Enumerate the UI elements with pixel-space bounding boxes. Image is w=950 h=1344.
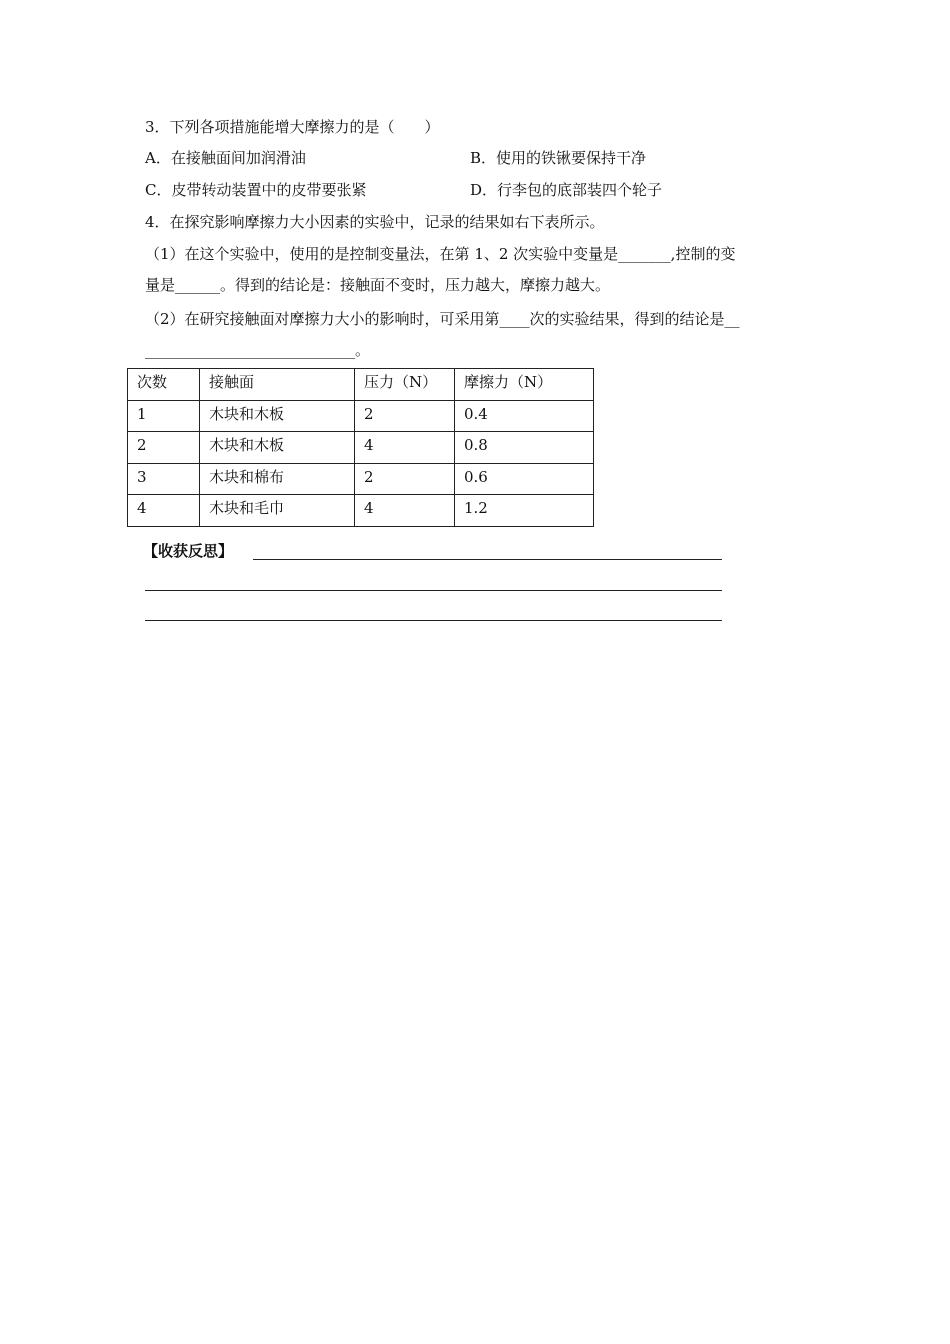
reflection-answer-line[interactable] [145, 620, 722, 621]
question-3-option-c: C．皮带转动装置中的皮带要张紧 [145, 181, 367, 199]
table-cell: 2 [128, 432, 200, 464]
table-cell: 4 [128, 495, 200, 527]
table-cell: 3 [128, 463, 200, 495]
table-cell: 4 [355, 495, 455, 527]
header-cell: 次数 [128, 369, 200, 401]
table-cell: 木块和木板 [200, 432, 355, 464]
reflection-label: 【收获反思】 [143, 542, 234, 560]
question-4-part-2-line-2: ____________________________。 [145, 341, 371, 359]
question-4-part-2-line-1: （2）在研究接触面对摩擦力大小的影响时，可采用第____次的实验结果，得到的结论是__ [145, 310, 740, 328]
reflection-answer-line[interactable] [253, 559, 722, 560]
table-cell: 1.2 [455, 495, 594, 527]
reflection-answer-line[interactable] [145, 590, 722, 591]
table-cell: 1 [128, 400, 200, 432]
question-3-option-b: B．使用的铁锹要保持干净 [470, 149, 647, 167]
header-cell: 摩擦力（N） [455, 369, 594, 401]
table-cell: 2 [355, 463, 455, 495]
table-cell: 0.8 [455, 432, 594, 464]
header-cell: 压力（N） [355, 369, 455, 401]
table-row [128, 463, 594, 495]
table-row [128, 495, 594, 527]
question-4-stem: 4．在探究影响摩擦力大小因素的实验中，记录的结果如右下表所示。 [145, 213, 605, 231]
question-3-stem: 3．下列各项措施能增大摩擦力的是（ ） [145, 118, 440, 136]
table-header-row [128, 369, 594, 401]
table-cell: 0.4 [455, 400, 594, 432]
table-cell: 木块和棉布 [200, 463, 355, 495]
friction-results-table [127, 368, 594, 527]
table-cell: 0.6 [455, 463, 594, 495]
question-4-part-1-line-1: （1）在这个实验中，使用的是控制变量法，在第 1、2 次实验中变量是_______,控制的变 [145, 245, 736, 263]
question-3-option-d: D．行李包的底部装四个轮子 [470, 181, 663, 199]
table-cell: 4 [355, 432, 455, 464]
table-row [128, 432, 594, 464]
question-3-option-a: A．在接触面间加润滑油 [145, 149, 306, 167]
header-cell: 接触面 [200, 369, 355, 401]
table-cell: 木块和毛巾 [200, 495, 355, 527]
table-cell: 木块和木板 [200, 400, 355, 432]
table-cell: 2 [355, 400, 455, 432]
question-4-part-1-line-2: 量是______。得到的结论是：接触面不变时，压力越大，摩擦力越大。 [145, 276, 611, 294]
table-row [128, 400, 594, 432]
